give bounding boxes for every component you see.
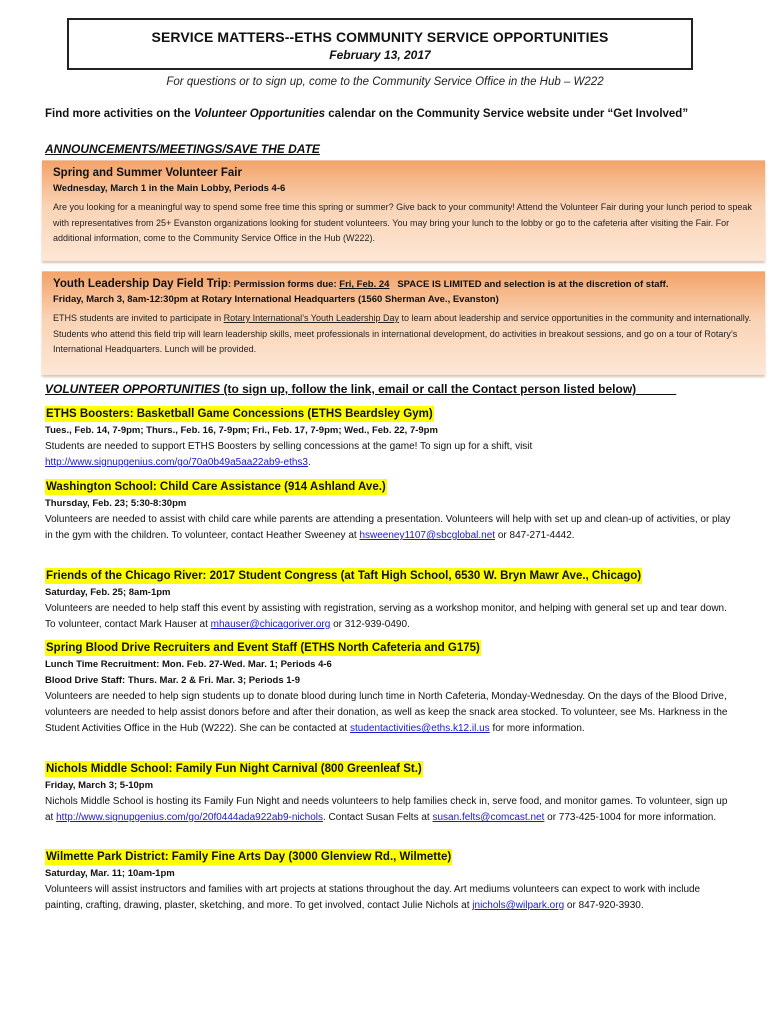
opportunity-item — [45, 640, 735, 737]
email-link[interactable]: hsweeney1107@sbcglobal.net — [359, 530, 496, 541]
email-link[interactable]: susan.felts@comcast.net — [432, 812, 545, 823]
body-text: Students are needed to support ETHS Boosters by selling concessions at the game! To sign up for a shift, visit — [45, 441, 533, 452]
opportunity-item — [45, 849, 735, 914]
find-more-calendar: Volunteer Opportunities — [193, 108, 326, 120]
find-more-pre: Find more activities on the — [45, 108, 194, 120]
body-text-mid: . Contact Susan Felts at — [322, 812, 433, 823]
opportunity-item — [45, 568, 735, 633]
find-more-post: calendar on the Community Service website under “Get Involved” — [325, 108, 689, 120]
opportunity-title: Nichols Middle School: Family Fun Night Carnival (800 Greenleaf St.) — [46, 763, 422, 775]
body-text: Volunteers are needed to help sign students up to donate blood during lunch time in North Cafeteria, Monday-Wednesday. On the days of the Blood Drive, volunteers are needed to help assist donors before and after their donation, as well as keep the snack area stocked. To volunteer, see Ms. Harkness in the Student Activities Office in the Hub (W222). She can be contacted at — [45, 691, 728, 734]
opportunity-dates-2: Blood Drive Staff: Thurs. Mar. 2 & Fri. Mar. 3; Periods 1-9 — [45, 675, 300, 686]
youth-leadership-link[interactable]: Rotary International’s Youth Leadership Day — [223, 313, 400, 323]
body-text: Nichols Middle School is hosting its Family Fun Night and needs volunteers to help families check in, serve food, and monitor games. To volunteer, sign up at — [45, 796, 728, 823]
body-text: Volunteers will assist instructors and families with art projects at stations throughout the day. Art mediums volunteers can expect to work with include painting, crafting, drawing, plaster, sketching, and more. To get involved, contact Julie Nichols at — [45, 884, 701, 911]
fair-body: Are you looking for a meaningful way to spend some free time this spring or summer? Give back to your community! Attend the Volunteer Fair during your lunch period to speak with representatives from 25+ Evanston organizations looking for student volunteers. You may bring your lunch to the lobby or go to the cafeteria after visiting the Fair. For additional information, come to the Community Service Office in the Hub (W222). — [53, 202, 752, 243]
body-text-end: or 847-920-3930. — [564, 900, 644, 911]
opportunity-title: ETHS Boosters: Basketball Game Concessions (ETHS Beardsley Gym) — [46, 408, 433, 420]
youth-body-pre: ETHS students are invited to participate in — [53, 313, 224, 323]
announcement-card-fair — [42, 160, 765, 261]
body-text-end: . — [307, 457, 311, 468]
body-text-end: or 312-939-0490. — [330, 619, 410, 630]
opportunity-title: Washington School: Child Care Assistance (914 Ashland Ave.) — [46, 481, 386, 493]
volunteer-heading-rest: (to sign up, follow the link, email or call the Contact person listed below)______ — [220, 382, 677, 396]
youth-body — [53, 311, 755, 358]
opportunity-dates: Saturday, Feb. 25; 8am-1pm — [45, 587, 171, 598]
opportunity-dates: Saturday, Mar. 11; 10am-1pm — [45, 868, 175, 879]
email-link[interactable]: studentactivities@eths.k12.il.us — [350, 723, 490, 734]
announcement-card-youth — [42, 271, 765, 375]
find-more-line — [45, 108, 688, 120]
signup-link[interactable]: http://www.signupgenius.com/go/70a0b49a5aa22ab9-eths3 — [45, 457, 308, 468]
subtitle: For questions or to sign up, come to the Community Service Office in the Hub – W222 — [166, 76, 604, 88]
opportunity-item — [45, 761, 735, 826]
youth-limited: SPACE IS LIMITED and selection is at the discretion of staff. — [389, 279, 669, 290]
page-date: February 13, 2017 — [329, 48, 431, 62]
body-text-end: for more information. — [489, 723, 585, 734]
email-link[interactable]: jnichols@wilpark.org — [472, 900, 565, 911]
opportunity-body — [45, 439, 735, 471]
opportunity-item — [45, 406, 735, 471]
signup-link[interactable]: http://www.signupgenius.com/go/20f0444ada922ab9-nichols — [56, 812, 323, 823]
opportunity-dates: Lunch Time Recruitment: Mon. Feb. 27-Wed. Mar. 1; Periods 4-6 — [45, 659, 332, 670]
opportunity-title: Wilmette Park District: Family Fine Arts Day (3000 Glenview Rd., Wilmette) — [46, 851, 452, 863]
announcements-heading: ANNOUNCEMENTS/MEETINGS/SAVE THE DATE — [45, 142, 320, 156]
opportunity-dates: Friday, March 3; 5-10pm — [45, 780, 154, 791]
opportunity-body — [45, 882, 735, 914]
youth-heading — [53, 278, 755, 290]
youth-permission-date: Fri, Feb. 24 — [339, 279, 390, 290]
opportunity-body — [45, 601, 735, 633]
opportunity-title: Spring Blood Drive Recruiters and Event Staff (ETHS North Cafeteria and G175) — [46, 642, 480, 654]
fair-title: Spring and Summer Volunteer Fair — [53, 167, 242, 179]
opportunity-item — [45, 479, 735, 544]
opportunity-body — [45, 794, 735, 826]
opportunity-dates: Tues., Feb. 14, 7-9pm; Thurs., Feb. 16, 7-9pm; Fri., Feb. 17, 7-9pm; Wed., Feb. 22, 7-9pm — [45, 425, 438, 436]
youth-body-post: to learn about leadership and service opportunities in the community and internationally. Students who attend this field trip will learn leadership skills, meet professionals in international development, do activities in breakout sessions, and go on a tour of Rotary’s International Headquarters. Lunch will be provided. — [53, 313, 752, 354]
body-text-end: or 847-271-4442. — [495, 530, 575, 541]
page-title: SERVICE MATTERS--ETHS COMMUNITY SERVICE OPPORTUNITIES — [151, 29, 609, 45]
opportunity-body — [45, 689, 735, 737]
youth-when: Friday, March 3, 8am-12:30pm at Rotary International Headquarters (1560 Sherman Ave., Evanston) — [53, 294, 499, 305]
body-text: Volunteers are needed to assist with child care while parents are attending a presentation. Volunteers will help with set up and clean-up of activities, or play in the gym with the children. To volunteer, contact Heather Sweeney at — [45, 514, 731, 541]
volunteer-heading — [45, 382, 676, 396]
opportunity-dates: Thursday, Feb. 23; 5:30-8:30pm — [45, 498, 187, 509]
title-box — [67, 18, 693, 70]
opportunity-body — [45, 512, 735, 544]
opportunity-title: Friends of the Chicago River: 2017 Student Congress (at Taft High School, 6530 W. Bryn Mawr Ave., Chicago) — [46, 570, 642, 582]
youth-permission: : Permission forms due: — [227, 279, 340, 290]
email-link[interactable]: mhauser@chicagoriver.org — [210, 619, 331, 630]
body-text-end: or 773-425-1004 for more information. — [544, 812, 717, 823]
fair-when: Wednesday, March 1 in the Main Lobby, Periods 4-6 — [53, 183, 286, 194]
body-text: Volunteers are needed to help staff this event by assisting with registration, serving as a workshop monitor, and helping with general set up and tear down. To volunteer, contact Mark Hauser at — [45, 603, 727, 630]
youth-title: Youth Leadership Day Field Trip — [53, 278, 228, 290]
volunteer-heading-italic: VOLUNTEER OPPORTUNITIES — [45, 382, 221, 396]
